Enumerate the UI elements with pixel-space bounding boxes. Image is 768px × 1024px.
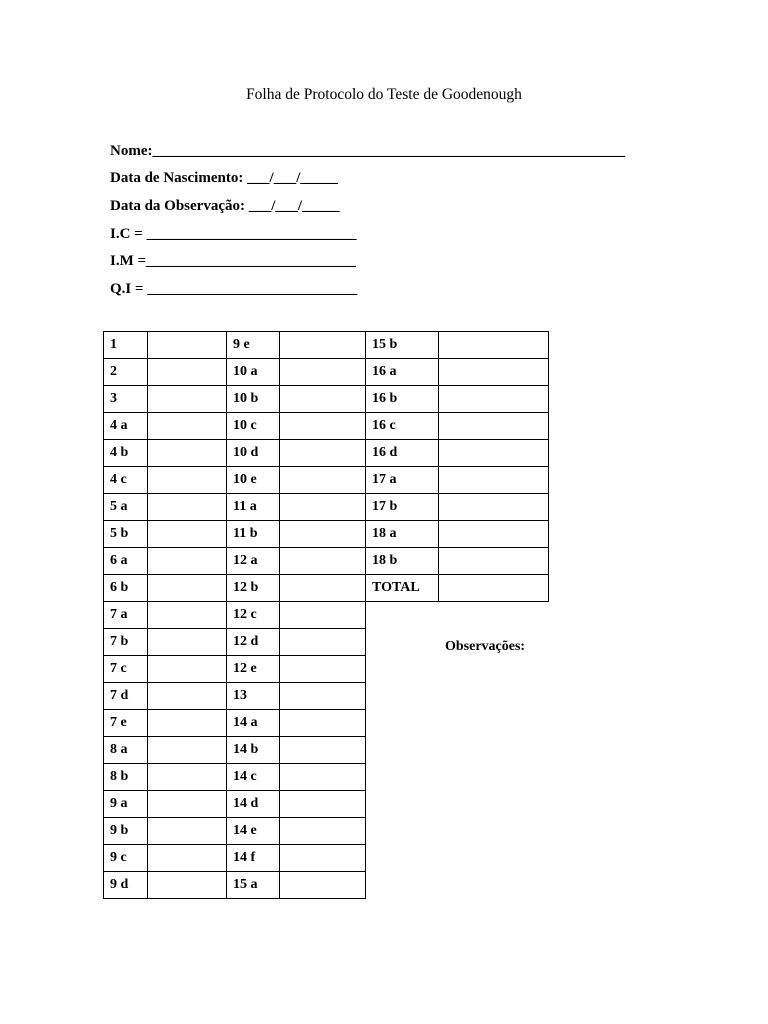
score-cell[interactable] — [148, 494, 227, 521]
score-cell[interactable] — [280, 845, 366, 872]
item-label: 15 b — [366, 332, 439, 359]
item-label: 14 a — [227, 710, 280, 737]
item-label: 14 d — [227, 791, 280, 818]
item-label: 11 b — [227, 521, 280, 548]
score-cell[interactable] — [148, 386, 227, 413]
score-cell[interactable] — [439, 521, 549, 548]
item-label: 6 b — [104, 575, 148, 602]
qi-field[interactable]: Q.I = ____________________________ — [110, 281, 358, 297]
score-cell[interactable] — [280, 818, 366, 845]
score-cell[interactable] — [280, 494, 366, 521]
item-label: 1 — [104, 332, 148, 359]
item-label: 10 b — [227, 386, 280, 413]
score-cell[interactable] — [280, 440, 366, 467]
item-label: 4 a — [104, 413, 148, 440]
score-cell[interactable] — [280, 467, 366, 494]
item-label: 17 b — [366, 494, 439, 521]
item-label: 2 — [104, 359, 148, 386]
item-label: 9 d — [104, 872, 148, 899]
table-row — [104, 629, 366, 656]
item-label: 7 d — [104, 683, 148, 710]
score-cell[interactable] — [439, 440, 549, 467]
item-label: 12 d — [227, 629, 280, 656]
item-label: 18 b — [366, 548, 439, 575]
item-label: 7 b — [104, 629, 148, 656]
score-cell[interactable] — [148, 359, 227, 386]
score-cell[interactable] — [280, 575, 366, 602]
score-cell[interactable] — [148, 872, 227, 899]
observations-label: Observações: — [445, 639, 526, 654]
table-row — [366, 386, 549, 413]
score-cell[interactable] — [148, 710, 227, 737]
score-cell[interactable] — [280, 710, 366, 737]
item-label: 16 b — [366, 386, 439, 413]
table-row — [366, 494, 549, 521]
item-label: 8 a — [104, 737, 148, 764]
item-label: 12 b — [227, 575, 280, 602]
table-row — [104, 872, 366, 899]
score-cell[interactable] — [148, 440, 227, 467]
table-row — [366, 467, 549, 494]
scoring-table-right — [365, 331, 549, 602]
score-cell[interactable] — [280, 413, 366, 440]
score-cell[interactable] — [148, 791, 227, 818]
table-row — [366, 359, 549, 386]
item-label: 5 b — [104, 521, 148, 548]
score-cell[interactable] — [148, 467, 227, 494]
item-label: 10 d — [227, 440, 280, 467]
table-row — [366, 440, 549, 467]
score-cell[interactable] — [148, 764, 227, 791]
table-row — [104, 737, 366, 764]
item-label: 9 a — [104, 791, 148, 818]
score-cell[interactable] — [280, 683, 366, 710]
item-label: 12 c — [227, 602, 280, 629]
ic-field[interactable]: I.C = ____________________________ — [110, 226, 357, 242]
observation-date-field[interactable]: Data da Observação: ___/___/_____ — [110, 198, 340, 214]
item-label: 8 b — [104, 764, 148, 791]
name-field[interactable]: Nome:_______________________________________________________________ — [110, 143, 625, 159]
item-label: 11 a — [227, 494, 280, 521]
table-row — [104, 548, 366, 575]
score-cell[interactable] — [280, 791, 366, 818]
item-label: 16 d — [366, 440, 439, 467]
item-label: 14 f — [227, 845, 280, 872]
score-cell[interactable] — [280, 656, 366, 683]
score-cell[interactable] — [148, 737, 227, 764]
score-cell[interactable] — [439, 413, 549, 440]
score-cell[interactable] — [439, 494, 549, 521]
item-label: 14 c — [227, 764, 280, 791]
score-cell[interactable] — [439, 467, 549, 494]
table-row — [104, 764, 366, 791]
item-label: 9 e — [227, 332, 280, 359]
item-label: 10 c — [227, 413, 280, 440]
score-cell[interactable] — [148, 629, 227, 656]
table-row — [104, 413, 366, 440]
birth-date-field[interactable]: Data de Nascimento: ___/___/_____ — [110, 170, 338, 186]
table-row — [366, 548, 549, 575]
table-row — [104, 845, 366, 872]
item-label: 3 — [104, 386, 148, 413]
table-row — [104, 467, 366, 494]
score-cell[interactable] — [148, 575, 227, 602]
score-cell[interactable] — [280, 548, 366, 575]
score-cell[interactable] — [280, 872, 366, 899]
scoring-table-left — [103, 331, 366, 899]
table-row — [104, 359, 366, 386]
item-label: 14 e — [227, 818, 280, 845]
score-cell[interactable] — [280, 359, 366, 386]
table-row — [366, 521, 549, 548]
item-label: 17 a — [366, 467, 439, 494]
table-row — [104, 683, 366, 710]
total-cell[interactable] — [439, 575, 549, 602]
item-label: 7 e — [104, 710, 148, 737]
table-row — [104, 602, 366, 629]
table-row — [104, 575, 366, 602]
item-label: 16 c — [366, 413, 439, 440]
score-cell[interactable] — [280, 521, 366, 548]
table-row — [366, 332, 549, 359]
score-cell[interactable] — [148, 818, 227, 845]
item-label: 14 b — [227, 737, 280, 764]
document-title: Folha de Protocolo do Teste de Goodenough — [246, 86, 522, 103]
item-label: 18 a — [366, 521, 439, 548]
score-cell[interactable] — [439, 359, 549, 386]
table-row — [104, 440, 366, 467]
item-label: 12 e — [227, 656, 280, 683]
table-row — [104, 332, 366, 359]
score-cell[interactable] — [148, 602, 227, 629]
item-label: 15 a — [227, 872, 280, 899]
table-row — [104, 521, 366, 548]
score-cell[interactable] — [280, 764, 366, 791]
score-cell[interactable] — [148, 332, 227, 359]
item-label: 10 e — [227, 467, 280, 494]
score-cell[interactable] — [280, 386, 366, 413]
total-label: TOTAL — [366, 575, 439, 602]
item-label: 9 b — [104, 818, 148, 845]
item-label: 16 a — [366, 359, 439, 386]
score-cell[interactable] — [148, 656, 227, 683]
table-row — [366, 575, 549, 602]
table-row — [366, 413, 549, 440]
score-cell[interactable] — [280, 602, 366, 629]
item-label: 4 b — [104, 440, 148, 467]
score-cell[interactable] — [148, 521, 227, 548]
item-label: 7 a — [104, 602, 148, 629]
item-label: 6 a — [104, 548, 148, 575]
item-label: 10 a — [227, 359, 280, 386]
im-field[interactable]: I.M =____________________________ — [110, 253, 357, 269]
score-cell[interactable] — [148, 683, 227, 710]
score-cell[interactable] — [439, 386, 549, 413]
table-row — [104, 791, 366, 818]
item-label: 12 a — [227, 548, 280, 575]
table-row — [104, 494, 366, 521]
score-cell[interactable] — [148, 548, 227, 575]
score-cell[interactable] — [439, 548, 549, 575]
score-cell[interactable] — [148, 413, 227, 440]
item-label: 9 c — [104, 845, 148, 872]
score-cell[interactable] — [280, 332, 366, 359]
score-cell[interactable] — [439, 332, 549, 359]
table-row — [104, 710, 366, 737]
table-row — [104, 656, 366, 683]
score-cell[interactable] — [280, 737, 366, 764]
score-cell[interactable] — [280, 629, 366, 656]
item-label: 7 c — [104, 656, 148, 683]
score-cell[interactable] — [148, 845, 227, 872]
item-label: 13 — [227, 683, 280, 710]
table-row — [104, 386, 366, 413]
item-label: 5 a — [104, 494, 148, 521]
table-row — [104, 818, 366, 845]
item-label: 4 c — [104, 467, 148, 494]
